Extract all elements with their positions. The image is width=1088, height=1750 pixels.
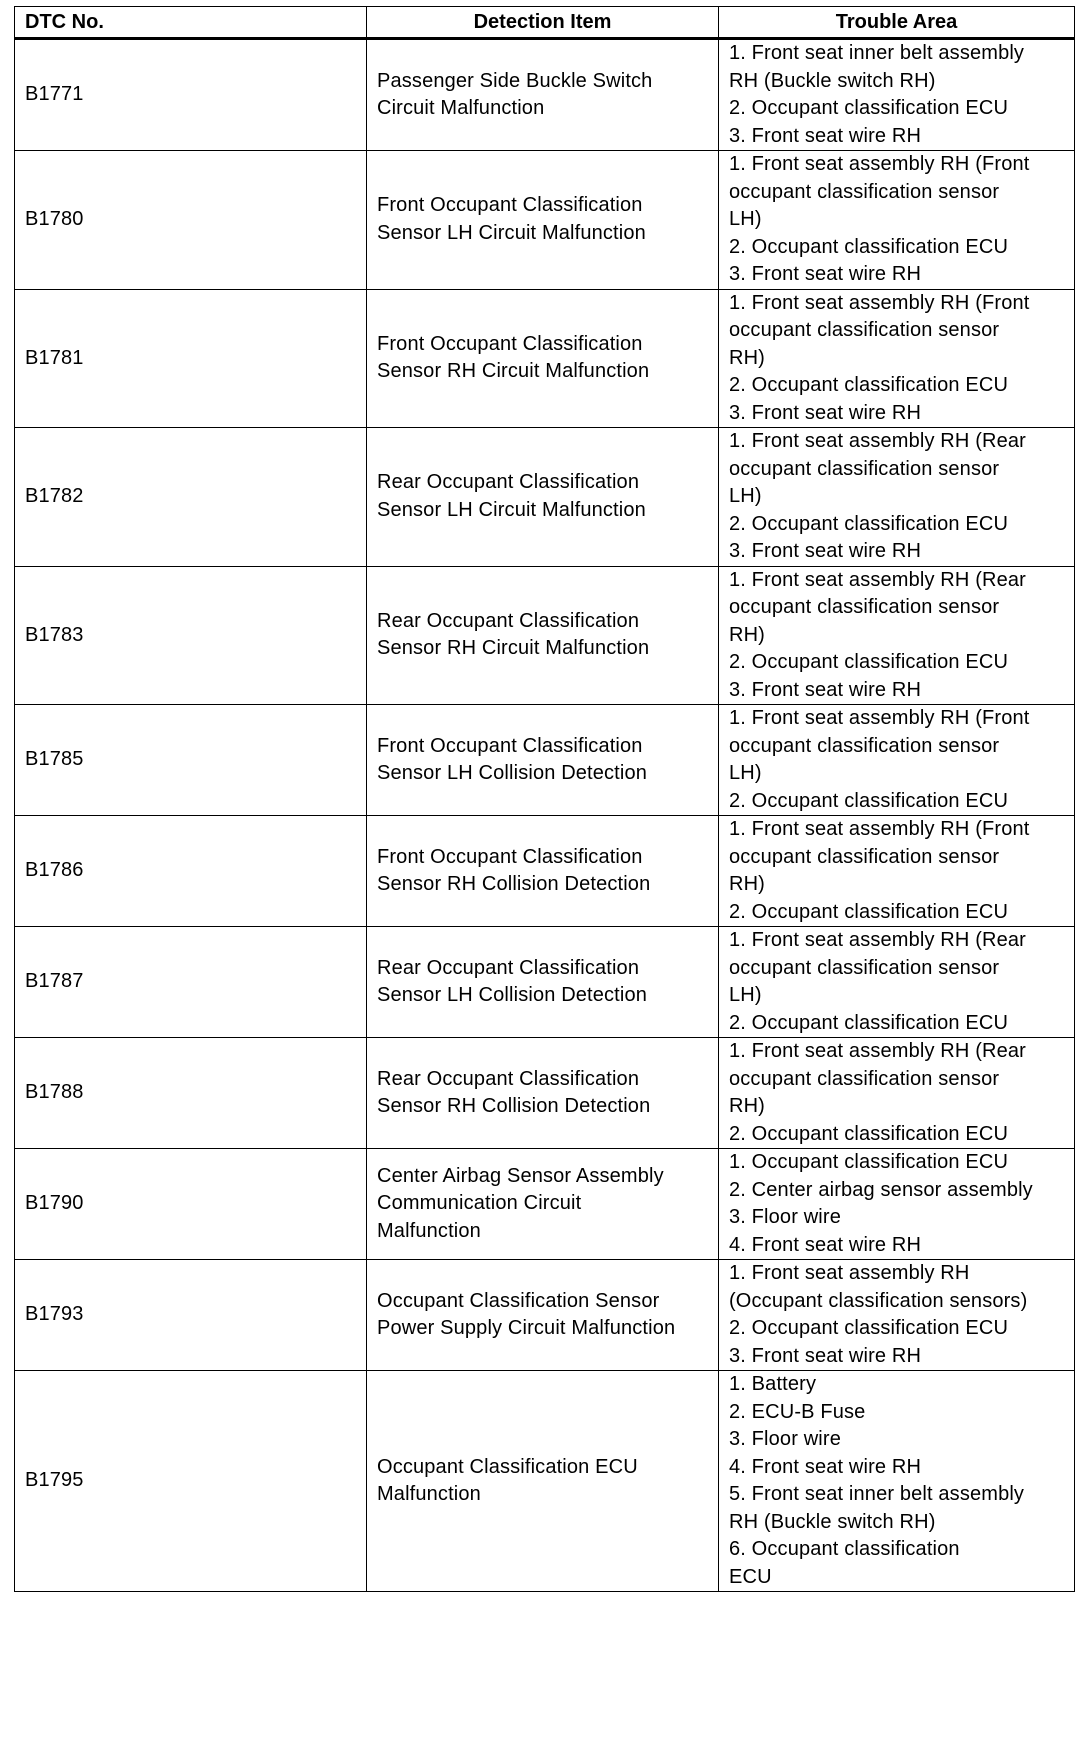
trouble-area: [719, 1260, 1075, 1371]
trouble-line: 2. Occupant classification ECU: [729, 512, 1009, 535]
trouble-area: [719, 1038, 1075, 1149]
trouble-line: LH): [729, 984, 762, 1006]
trouble-line: 3. Front seat wire RH: [729, 401, 922, 424]
detection-line: Front Occupant Classification: [377, 332, 643, 355]
trouble-area: [719, 1149, 1075, 1260]
trouble-line: RH): [729, 873, 765, 895]
trouble-line: 2. Occupant classification ECU: [729, 651, 1009, 673]
detection-item: [367, 1371, 719, 1592]
detection-item: [367, 816, 719, 927]
detection-line: Power Supply Circuit Malfunction: [377, 1317, 676, 1339]
detection-line: Malfunction: [377, 1219, 481, 1242]
dtc-code: B1786: [15, 816, 367, 927]
detection-line: Sensor RH Circuit Malfunction: [377, 637, 650, 660]
trouble-line: 2. Center airbag sensor assembly: [729, 1178, 1033, 1201]
dtc-code: B1790: [15, 1149, 367, 1260]
table-row: [15, 428, 1075, 567]
header-trouble-area: Trouble Area: [719, 7, 1075, 39]
trouble-line: RH (Buckle switch RH): [729, 1510, 936, 1533]
detection-line: Front Occupant Classification: [377, 845, 643, 868]
detection-line: Sensor RH Circuit Malfunction: [377, 360, 650, 383]
detection-item: [367, 39, 719, 151]
trouble-line: occupant classification sensor: [729, 734, 1000, 757]
trouble-line: LH): [729, 208, 762, 230]
dtc-code: B1785: [15, 705, 367, 816]
table-row: [15, 151, 1075, 290]
dtc-code: B1788: [15, 1038, 367, 1149]
table-row: [15, 1038, 1075, 1149]
table-body: [15, 39, 1075, 1592]
trouble-line: 3. Front seat wire RH: [729, 263, 922, 285]
dtc-code: B1793: [15, 1260, 367, 1371]
trouble-line: 3. Floor wire: [729, 1428, 841, 1450]
dtc-code: B1771: [15, 39, 367, 151]
trouble-line: occupant classification sensor: [729, 457, 1000, 480]
trouble-line: 3. Front seat wire RH: [729, 1344, 922, 1367]
dtc-code: B1781: [15, 289, 367, 428]
trouble-line: 1. Front seat assembly RH (Rear: [729, 430, 1026, 452]
trouble-line: RH): [729, 623, 765, 646]
table-row: [15, 289, 1075, 428]
trouble-line: RH): [729, 1095, 765, 1117]
dtc-code: B1787: [15, 927, 367, 1038]
detection-item: [367, 151, 719, 290]
trouble-line: LH): [729, 762, 762, 784]
trouble-area: [719, 927, 1075, 1038]
detection-line: Sensor RH Collision Detection: [377, 1095, 651, 1117]
detection-line: Malfunction: [377, 1483, 481, 1505]
detection-line: Rear Occupant Classification: [377, 1067, 640, 1090]
detection-line: Front Occupant Classification: [377, 734, 643, 757]
trouble-area: [719, 705, 1075, 816]
trouble-line: occupant classification sensor: [729, 845, 1000, 868]
detection-line: Sensor LH Circuit Malfunction: [377, 221, 646, 244]
detection-item: [367, 927, 719, 1038]
trouble-line: RH): [729, 346, 765, 369]
trouble-line: RH (Buckle switch RH): [729, 69, 936, 92]
table-row: [15, 1149, 1075, 1260]
trouble-line: 2. Occupant classification ECU: [729, 1011, 1009, 1034]
trouble-line: 1. Front seat assembly RH (Rear: [729, 1040, 1026, 1062]
table-row: [15, 566, 1075, 705]
trouble-line: 5. Front seat inner belt assembly: [729, 1483, 1025, 1505]
dtc-code: B1780: [15, 151, 367, 290]
trouble-line: 1. Front seat inner belt assembly: [729, 42, 1025, 64]
trouble-line: 3. Floor wire: [729, 1206, 841, 1228]
trouble-line: 2. ECU-B Fuse: [729, 1400, 866, 1423]
table-row: [15, 1371, 1075, 1592]
detection-line: Occupant Classification Sensor: [377, 1289, 660, 1312]
detection-line: Communication Circuit: [377, 1192, 582, 1215]
trouble-line: 6. Occupant classification: [729, 1538, 960, 1560]
trouble-line: LH): [729, 485, 762, 507]
trouble-line: 1. Front seat assembly RH (Rear: [729, 929, 1026, 951]
trouble-line: 1. Front seat assembly RH (Front: [729, 707, 1030, 729]
trouble-line: 2. Occupant classification ECU: [729, 789, 1009, 812]
detection-item: [367, 428, 719, 567]
table-row: [15, 39, 1075, 151]
dtc-code: B1783: [15, 566, 367, 705]
trouble-line: 1. Occupant classification ECU: [729, 1151, 1009, 1173]
trouble-area: [719, 39, 1075, 151]
detection-item: [367, 1038, 719, 1149]
trouble-line: 2. Occupant classification ECU: [729, 97, 1009, 119]
trouble-area: [719, 1371, 1075, 1592]
trouble-line: 2. Occupant classification ECU: [729, 374, 1009, 396]
detection-item: [367, 1149, 719, 1260]
detection-line: Rear Occupant Classification: [377, 956, 640, 979]
trouble-line: 4. Front seat wire RH: [729, 1233, 922, 1256]
table-header: [15, 7, 1075, 39]
trouble-line: 1. Front seat assembly RH (Front: [729, 291, 1030, 314]
table-row: [15, 816, 1075, 927]
trouble-line: (Occupant classification sensors): [729, 1289, 1028, 1312]
detection-line: Sensor LH Collision Detection: [377, 762, 648, 784]
trouble-line: 4. Front seat wire RH: [729, 1455, 922, 1478]
trouble-line: 2. Occupant classification ECU: [729, 900, 1009, 923]
trouble-area: [719, 151, 1075, 290]
table-row: [15, 1260, 1075, 1371]
trouble-line: 3. Front seat wire RH: [729, 124, 922, 147]
detection-line: Sensor LH Circuit Malfunction: [377, 498, 646, 521]
trouble-line: 2. Occupant classification ECU: [729, 1122, 1009, 1145]
trouble-line: occupant classification sensor: [729, 1067, 1000, 1090]
trouble-line: 3. Front seat wire RH: [729, 678, 922, 701]
dtc-code: B1782: [15, 428, 367, 567]
detection-item: [367, 566, 719, 705]
detection-line: Rear Occupant Classification: [377, 609, 640, 632]
trouble-area: [719, 428, 1075, 567]
trouble-line: 3. Front seat wire RH: [729, 540, 922, 562]
trouble-line: 1. Front seat assembly RH (Front: [729, 153, 1030, 175]
dtc-code: B1795: [15, 1371, 367, 1592]
detection-line: Rear Occupant Classification: [377, 471, 640, 494]
detection-item: [367, 289, 719, 428]
trouble-area: [719, 566, 1075, 705]
trouble-line: 2. Occupant classification ECU: [729, 235, 1009, 258]
dtc-table: [14, 6, 1075, 1592]
detection-item: [367, 705, 719, 816]
detection-line: Center Airbag Sensor Assembly: [377, 1164, 664, 1187]
trouble-area: [719, 289, 1075, 428]
trouble-line: 1. Battery: [729, 1373, 817, 1395]
detection-line: Circuit Malfunction: [377, 97, 545, 119]
trouble-line: occupant classification sensor: [729, 596, 1000, 618]
trouble-line: occupant classification sensor: [729, 180, 1000, 203]
header-detection-item: Detection Item: [367, 7, 719, 39]
trouble-line: occupant classification sensor: [729, 319, 1000, 341]
detection-line: Passenger Side Buckle Switch: [377, 69, 653, 92]
table-row: [15, 705, 1075, 816]
header-dtc-no: DTC No.: [15, 7, 367, 39]
detection-line: Occupant Classification ECU: [377, 1455, 638, 1478]
trouble-line: 2. Occupant classification ECU: [729, 1317, 1009, 1339]
trouble-line: occupant classification sensor: [729, 956, 1000, 979]
trouble-line: 1. Front seat assembly RH: [729, 1262, 970, 1284]
header-row: [15, 7, 1075, 39]
detection-item: [367, 1260, 719, 1371]
detection-line: Front Occupant Classification: [377, 194, 643, 217]
trouble-line: ECU: [729, 1565, 772, 1588]
detection-line: Sensor RH Collision Detection: [377, 873, 651, 895]
table-row: [15, 927, 1075, 1038]
detection-line: Sensor LH Collision Detection: [377, 984, 648, 1006]
trouble-line: 1. Front seat assembly RH (Rear: [729, 568, 1026, 591]
trouble-line: 1. Front seat assembly RH (Front: [729, 818, 1030, 840]
trouble-area: [719, 816, 1075, 927]
